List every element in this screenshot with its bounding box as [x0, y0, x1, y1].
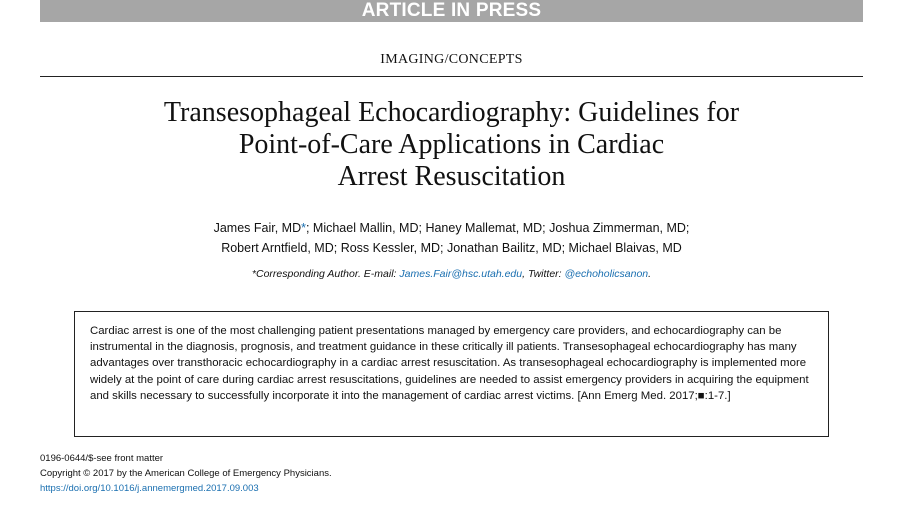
corresponding-prefix: *Corresponding Author. E-mail:	[251, 268, 400, 280]
title-line-3: Arrest Resuscitation	[337, 161, 566, 192]
header-divider	[40, 76, 863, 77]
twitter-link[interactable]: @echoholicsanon	[564, 268, 649, 280]
corresponding-suffix: .	[648, 268, 652, 280]
title-line-2: Point-of-Care Applications in Cardiac	[238, 129, 665, 160]
article-title	[40, 97, 863, 193]
footer-info	[40, 451, 332, 496]
doi-link[interactable]: https://doi.org/10.1016/j.annemergmed.2017.09.003	[40, 483, 259, 494]
author-line-2: Robert Arntfield, MD; Ross Kessler, MD; Jonathan Bailitz, MD; Michael Blaivas, MD	[221, 241, 682, 255]
corresponding-author-marker[interactable]: *	[301, 221, 306, 235]
corresponding-author-note	[40, 268, 863, 280]
title-line-1: Transesophageal Echocardiography: Guidelines for	[163, 97, 740, 128]
abstract-box	[74, 311, 829, 437]
section-label: IMAGING/CONCEPTS	[380, 52, 523, 67]
copyright-note: Copyright © 2017 by the American College of Emergency Physicians.	[40, 468, 332, 479]
article-in-press-banner: ARTICLE IN PRESS	[40, 0, 863, 22]
issn-note: 0196-0644/$-see front matter	[40, 453, 164, 464]
twitter-prefix: , Twitter:	[522, 268, 565, 280]
author-line-1-rest: ; Michael Mallin, MD; Haney Mallemat, MD; Joshua Zimmerman, MD;	[305, 221, 690, 235]
author-list	[40, 218, 863, 258]
author-line-1	[40, 218, 863, 238]
abstract-text: Cardiac arrest is one of the most challenging patient presentations managed by emergency care providers, and echocardiography can be instrumental in the diagnosis, prognosis, and treatment guidance in these critically ill patients. Transesophageal echocardiography has many advantages over transthoracic echocardiography in a cardiac arrest resuscitation. As transesophageal echocardiography is implemented more widely at the point of care during cardiac arrest resuscitations, guidelines are needed to assist emergency providers in acquiring the equipment and skills necessary to successfully incorporate it into the management of cardiac arrest victims. [Ann Emerg Med. 2017;■:1-7.]	[90, 325, 809, 402]
email-link[interactable]: James.Fair@hsc.utah.edu	[399, 268, 523, 280]
first-author: James Fair, MD	[213, 221, 302, 235]
